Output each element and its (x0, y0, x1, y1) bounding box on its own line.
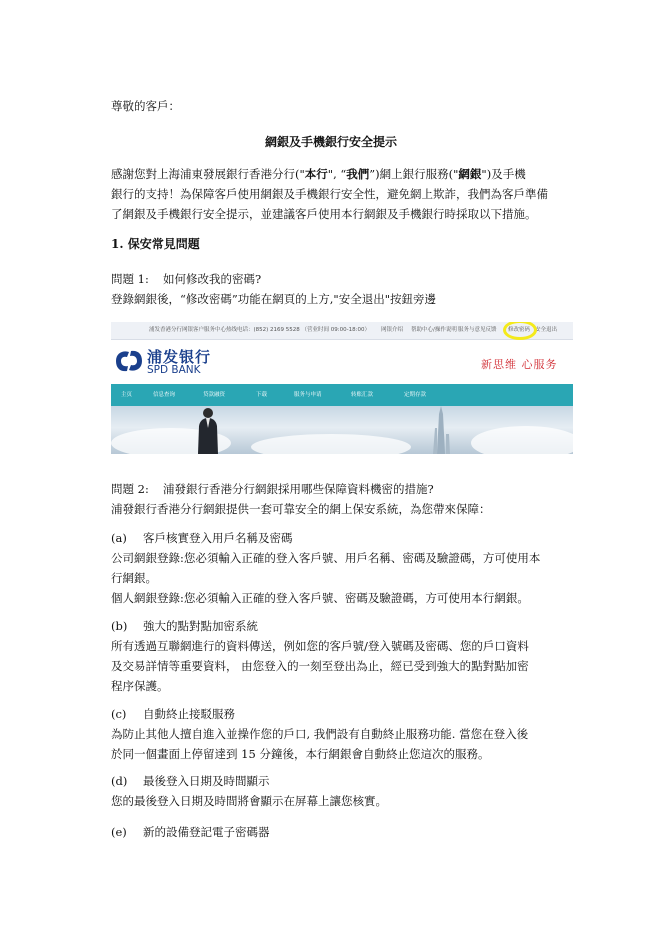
answer-text: 登錄網銀後，“修改密碼”功能在網頁的上方,"安全退出"按鈕旁邊 (111, 292, 436, 306)
nav-item-transfer[interactable]: 转账汇款 (351, 392, 374, 398)
item-text: 程序保護。 (111, 679, 169, 693)
item-d (111, 771, 566, 811)
hotline-text: 浦发香港分行网银客户服务中心热线电话：(852) 2169 5528 （营业时间 09:00-18:00） (149, 327, 370, 333)
item-title: 自動終止接駁服務 (143, 707, 235, 721)
item-text: 您的最後登入日期及時間將會顯示在屏幕上讓您核實。 (111, 794, 387, 808)
change-password-link[interactable]: 修改密码 (508, 327, 531, 333)
item-b (111, 616, 566, 696)
item-text: 於同一個畫面上停留達到 15 分鐘後，本行網銀會自動終止您這次的服務。 (111, 747, 490, 761)
skyscraper-image (427, 406, 455, 454)
site-banner (111, 406, 573, 454)
topbar-link-feedback[interactable]: 服务与意见反馈 (458, 327, 497, 333)
answer-text: 浦發銀行香港分行網銀提供一套可靠安全的網上保安系統，為您帶來保障： (111, 502, 491, 516)
item-label: (c) (111, 707, 127, 721)
nav-item-home[interactable]: 主页 (121, 392, 133, 398)
item-c (111, 704, 566, 764)
site-topbar (111, 322, 573, 340)
item-a (111, 528, 566, 608)
highlight-circle (503, 322, 537, 340)
item-text: 及交易詳情等重要資料， 由您登入的一刻至登出為止，經已受到強大的點對點加密 (111, 659, 529, 673)
nav-item-loans[interactable]: 贷款融资 (203, 392, 226, 398)
question-label: 問題 2: (111, 482, 149, 496)
item-text: 為防止其他人擅自進入並操作您的戶口, 我們設有自動終止服務功能. 當您在登入後 (111, 727, 529, 741)
nav-item-services[interactable]: 服务与申请 (294, 392, 322, 398)
item-label: (b) (111, 619, 128, 633)
businessman-image (195, 406, 221, 454)
item-title: 客戶核實登入用戶名稱及密碼 (143, 531, 293, 545)
item-text: 所有透過互聯網進行的資料傳送，例如您的客戶號/登入號碼及密碼、您的戶口資料 (111, 639, 529, 653)
item-text: 公司網銀登錄:您必須輸入正確的登入客戶號、用戶名稱、密碼及驗證碼，方可使用本 (111, 551, 541, 565)
nav-item-deposits[interactable]: 定期存款 (404, 392, 427, 398)
section-heading: 1. 保安常見問題 (111, 237, 200, 251)
greeting: 尊敬的客戶： (111, 99, 180, 113)
topbar-link-intro[interactable]: 网银介绍 (381, 327, 404, 333)
bank-name-cn: 浦发银行 (147, 348, 212, 366)
website-screenshot (111, 322, 573, 454)
intro-line-1: 感謝您對上海浦東發展銀行香港分行("本行", “我們”)網上銀行服務("網銀")及手機 (111, 167, 526, 181)
slogan: 新思维 心服务 (481, 358, 558, 371)
page-title: 網銀及手機銀行安全提示 (264, 135, 397, 149)
site-header (111, 340, 573, 382)
nav-item-download[interactable]: 下载 (256, 392, 268, 398)
bank-name-en: SPD BANK (147, 364, 201, 376)
intro-paragraph (111, 164, 566, 224)
logout-link[interactable]: 安全退出 (535, 327, 558, 333)
site-nav (111, 384, 573, 406)
item-e (111, 822, 566, 842)
item-title: 最後登入日期及時間顯示 (143, 774, 270, 788)
topbar-link-help[interactable]: 帮助中心/操作说明 (411, 327, 457, 333)
item-label: (e) (111, 825, 127, 839)
item-label: (a) (111, 531, 127, 545)
intro-line-3: 了網銀及手機銀行安全提示，並建議客戶使用本行網銀及手機銀行時採取以下措施。 (111, 207, 537, 221)
item-title: 新的設備登記電子密碼器 (143, 825, 270, 839)
item-text: 個人網銀登錄:您必須輸入正確的登入客戶號、密碼及驗證碼，方可使用本行網銀。 (111, 591, 529, 605)
item-text: 行網銀。 (111, 571, 157, 585)
spd-logo-icon (114, 348, 144, 374)
question-label: 問題 1: (111, 272, 149, 286)
nav-item-inquiry[interactable]: 信息查询 (153, 392, 176, 398)
question-2 (111, 479, 566, 519)
item-title: 強大的點對點加密系統 (143, 619, 258, 633)
item-label: (d) (111, 774, 128, 788)
intro-line-2: 銀行的支持！為保障客戶使用網銀及手機銀行安全性，避免網上欺詐，我們為客戶準備 (111, 187, 548, 201)
question-1 (111, 269, 566, 309)
question-text: 浦發銀行香港分行網銀採用哪些保障資料機密的措施? (163, 482, 434, 496)
question-text: 如何修改我的密碼? (163, 272, 262, 286)
